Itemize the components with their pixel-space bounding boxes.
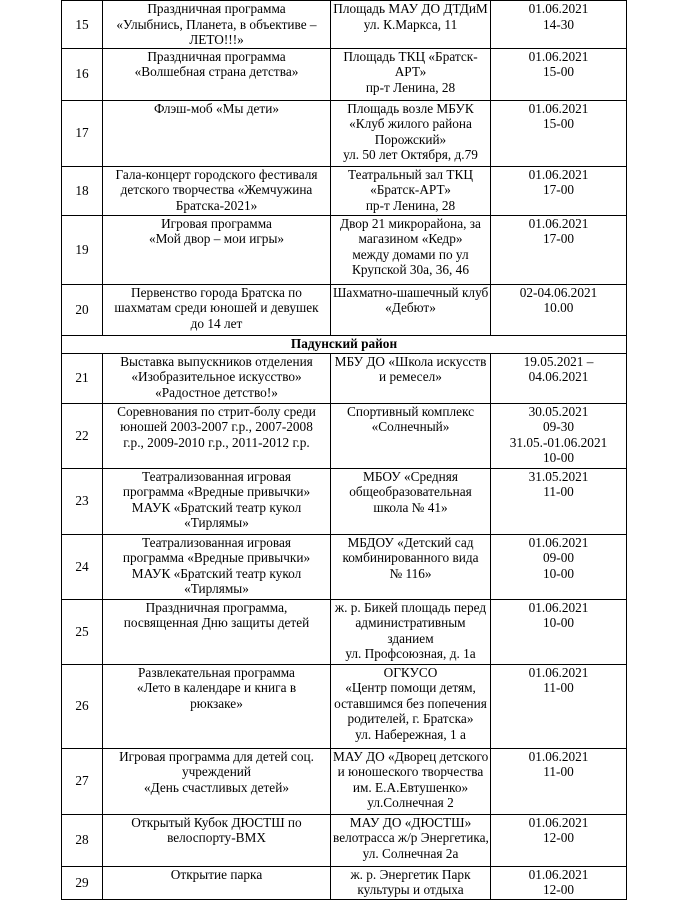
event-cell-line: Игровая программа [161,215,272,231]
place-cell [331,814,491,866]
schedule-table [61,0,627,900]
place-cell-line: между домами по ул [352,246,469,262]
place-cell-line: Площадь ТКЦ «Братск- [343,48,478,64]
place-cell [331,1,491,49]
row-number: 26 [62,664,103,748]
event-cell-line: Соревнования по стрит-болу среди [117,403,316,419]
event-cell-line: Флэш-моб «Мы дети» [154,100,279,116]
date-time-cell-line: 19.05.2021 – [523,353,594,369]
place-cell-line: ул. 50 лет Октября, д.79 [343,147,478,162]
date-time-cell-line: 11-00 [543,484,574,499]
event-cell [103,48,331,100]
event-cell-line: учреждений [181,764,252,779]
place-cell [331,166,491,215]
date-time-cell-line: 01.06.2021 [528,814,589,830]
date-time-cell-line: 30.05.2021 [528,403,589,419]
date-time-cell [491,599,627,664]
place-cell-line: ул. Профсоюзная, д. 1а [345,646,476,661]
table-row [62,866,627,899]
place-cell-line: «Солнечный» [371,419,450,434]
date-time-cell-line: 10-00 [542,450,575,465]
event-cell-line: «День счастливых детей» [144,779,289,795]
event-cell-line: Выставка выпускников отделения [120,353,313,369]
date-time-cell-line: 01.06.2021 [528,100,589,116]
row-number: 28 [62,814,103,866]
date-time-cell-line: 10.00 [543,300,574,315]
event-cell-line: программа «Вредные привычки» [122,550,311,565]
event-cell-line: ЛЕТО!!!» [189,32,244,47]
event-cell-line: «Мой двор – мои игры» [148,231,285,246]
place-cell-line: «Братск-АРТ» [370,182,451,197]
row-number: 22 [62,403,103,468]
date-time-cell-line: 02-04.06.2021 [519,284,598,300]
event-cell-line: Гала-концерт городского фестиваля [115,166,318,182]
event-cell [103,166,331,215]
date-time-cell-line: 12-00 [542,882,575,897]
place-cell-line: оставшимся без попечения [334,695,487,711]
event-cell-line: г.р., 2009-2010 г.р., 2011-2012 г.р. [123,434,310,450]
event-cell-line: рюкзаке» [190,695,243,711]
event-cell [103,100,331,166]
table-row [62,215,627,284]
place-cell-line: культуры и отдыха [357,882,464,897]
date-time-cell-line: 01.06.2021 [528,1,589,16]
date-time-cell-line: 12-00 [542,830,575,845]
place-cell-line: Крупской 30а, 36, 46 [352,262,469,277]
date-time-cell-line: 09-30 [542,419,575,434]
place-cell [331,284,491,335]
row-number: 27 [62,748,103,814]
place-cell-line: велотрасса ж/р Энергетика, [333,830,489,845]
date-time-cell-line: 11-00 [543,764,574,779]
date-time-cell-line: 15-00 [542,116,575,131]
place-cell-line: МАУ ДО «Дворец детского [333,748,489,764]
event-cell-line: «Тирлямы» [184,515,249,530]
event-cell-line: программа «Вредные привычки» [122,484,311,499]
place-cell-line: им. Е.А.Евтушенко» [352,779,469,795]
date-time-cell-line: 31.05.-01.06.2021 [509,434,608,450]
table-row [62,748,627,814]
date-time-cell [491,866,627,899]
row-number: 17 [62,100,103,166]
event-cell-line: Игровая программа для детей соц. [119,748,314,764]
event-cell-line: до 14 лет [190,315,243,331]
date-time-cell [491,748,627,814]
date-time-cell-line: 31.05.2021 [528,468,589,484]
event-cell [103,468,331,534]
place-cell-line: ул.Солнечная 2 [367,795,454,810]
date-time-cell-line: 09-00 [542,550,575,565]
place-cell-line: комбинированного вида [342,550,479,565]
event-cell-line: юношей 2003-2007 г.р., 2007-2008 [120,419,313,434]
place-cell [331,664,491,748]
event-cell-line: Праздничная программа [147,1,286,16]
table-row [62,403,627,468]
event-cell-line: шахматам среди юношей и девушек [114,300,319,315]
date-time-cell-line: 01.06.2021 [528,534,589,550]
date-time-cell-line: 10-00 [542,565,575,581]
place-cell [331,866,491,899]
table-row [62,100,627,166]
row-number: 16 [62,48,103,100]
row-number: 23 [62,468,103,534]
event-cell-line: МАУК «Братский театр кукол [131,565,302,581]
event-cell-line: Открытый Кубок ДЮСТШ по [131,814,302,830]
place-cell-line: Двор 21 микрорайона, за [340,215,481,231]
event-cell-line: Праздничная программа [147,48,286,64]
event-cell-line: Открытие парка [170,866,263,882]
date-time-cell [491,100,627,166]
date-time-cell-line: 01.06.2021 [528,48,589,64]
date-time-cell-line: 01.06.2021 [528,166,589,182]
place-cell-line: административным [355,615,466,630]
event-cell [103,814,331,866]
place-cell [331,353,491,403]
date-time-cell [491,664,627,748]
place-cell-line: общеобразовательная [349,484,472,499]
place-cell [331,48,491,100]
date-time-cell [491,284,627,335]
event-cell-line: Праздничная программа, [145,599,288,615]
place-cell [331,534,491,599]
place-cell-line: школа № 41» [373,499,448,515]
place-cell-line: «Клуб жилого района [349,116,472,131]
row-number: 21 [62,353,103,403]
date-time-cell-line: 04.06.2021 [528,369,589,384]
place-cell-line: МБДОУ «Детский сад [347,534,474,550]
place-cell-line: АРТ» [394,64,427,79]
event-cell [103,664,331,748]
date-time-cell [491,215,627,284]
date-time-cell-line: 10-00 [542,615,575,630]
date-time-cell-line: 01.06.2021 [528,215,589,231]
date-time-cell [491,534,627,599]
table-row [62,664,627,748]
row-number: 25 [62,599,103,664]
date-time-cell-line: 15-00 [542,64,575,79]
date-time-cell [491,403,627,468]
row-number: 29 [62,866,103,899]
date-time-cell [491,814,627,866]
event-cell-line: «Изобразительное искусство» [131,369,302,384]
event-cell-line: Братска-2021» [175,197,258,213]
place-cell-line: и юношеского творчества [337,764,484,779]
table-row [62,468,627,534]
place-cell [331,468,491,534]
place-cell [331,748,491,814]
place-cell [331,599,491,664]
table-row [62,534,627,599]
event-cell-line: Первенство города Братска по [131,284,302,300]
place-cell-line: родителей, г. Братска» [347,711,474,726]
place-cell [331,215,491,284]
place-cell-line: «Центр помощи детям, [345,680,476,695]
date-time-cell [491,48,627,100]
schedule-rows-top [62,1,627,336]
place-cell-line: зданием [387,630,434,646]
event-cell-line: Театрализованная игровая [141,468,292,484]
place-cell-line: Спортивный комплекс [346,403,475,419]
table-row [62,166,627,215]
table-row [62,48,627,100]
district-row [62,335,627,353]
place-cell-line: ул. Набережная, 1 а [355,726,466,742]
event-cell-line: посвященная Дню защиты детей [123,615,310,630]
event-cell [103,284,331,335]
date-time-cell [491,166,627,215]
place-cell-line: ж. р. Бикей площадь перед [334,599,487,615]
date-time-cell-line: 01.06.2021 [528,866,589,882]
date-time-cell-line: 14-30 [542,16,575,32]
event-cell [103,534,331,599]
event-cell [103,866,331,899]
event-cell-line: «Лето в календаре и книга в [136,680,297,695]
place-cell-line: ул. К.Маркса, 11 [363,16,458,32]
event-cell [103,353,331,403]
place-cell-line: ОГКУСО [383,664,438,680]
date-time-cell [491,353,627,403]
row-number: 20 [62,284,103,335]
district-title: Падунский район [62,335,627,353]
row-number: 18 [62,166,103,215]
table-row [62,814,627,866]
table-row [62,284,627,335]
event-cell [103,403,331,468]
place-cell-line: ул. Солнечная 2а [362,845,459,861]
place-cell-line: пр-т Ленина, 28 [365,197,456,213]
place-cell-line: «Дебют» [385,300,436,315]
table-row [62,1,627,49]
date-time-cell-line: 17-00 [542,231,575,246]
date-time-cell-line: 01.06.2021 [528,664,589,680]
date-time-cell-line: 11-00 [543,680,574,695]
place-cell-line: и ремесел» [379,369,442,384]
event-cell-line: Театрализованная игровая [141,534,292,550]
place-cell-line: МАУ ДО «ДЮСТШ» [349,814,472,830]
place-cell-line: Порожский» [374,131,447,147]
district-section [62,335,627,353]
date-time-cell-line: 01.06.2021 [528,748,589,764]
event-cell [103,1,331,49]
table-row [62,599,627,664]
event-cell-line: «Волшебная страна детства» [134,64,299,79]
date-time-cell-line: 17-00 [542,182,575,197]
date-time-cell [491,1,627,49]
event-cell [103,599,331,664]
place-cell-line: пр-т Ленина, 28 [365,79,456,95]
place-cell [331,100,491,166]
place-cell-line: магазином «Кедр» [358,231,463,246]
date-time-cell [491,468,627,534]
place-cell [331,403,491,468]
event-cell-line: Развлекательная программа [138,664,295,680]
place-cell-line: Шахматно-шашечный клуб [333,284,489,300]
schedule-rows-bottom [62,353,627,899]
place-cell-line: МБУ ДО «Школа искусств [334,353,487,369]
event-cell-line: «Тирлямы» [184,581,249,596]
event-cell-line: велоспорту-BMX [167,830,266,845]
row-number: 15 [62,1,103,49]
row-number: 24 [62,534,103,599]
place-cell-line: Площадь возле МБУК [347,100,474,116]
place-cell-line: Площадь МАУ ДО ДТДиМ [333,1,488,16]
event-cell-line: МАУК «Братский театр кукол [131,499,302,515]
event-cell [103,748,331,814]
table-row [62,353,627,403]
event-cell [103,215,331,284]
event-cell-line: детского творчества «Жемчужина [120,182,313,197]
event-cell-line: «Улыбнись, Планета, в объективе – [116,16,317,32]
place-cell-line: Театральный зал ТКЦ [348,166,473,182]
date-time-cell-line: 01.06.2021 [528,599,589,615]
place-cell-line: ж. р. Энергетик Парк [350,866,471,882]
place-cell-line: № 116» [389,565,432,581]
row-number: 19 [62,215,103,284]
place-cell-line: МБОУ «Средняя [363,468,458,484]
event-cell-line: «Радостное детство!» [155,384,278,400]
